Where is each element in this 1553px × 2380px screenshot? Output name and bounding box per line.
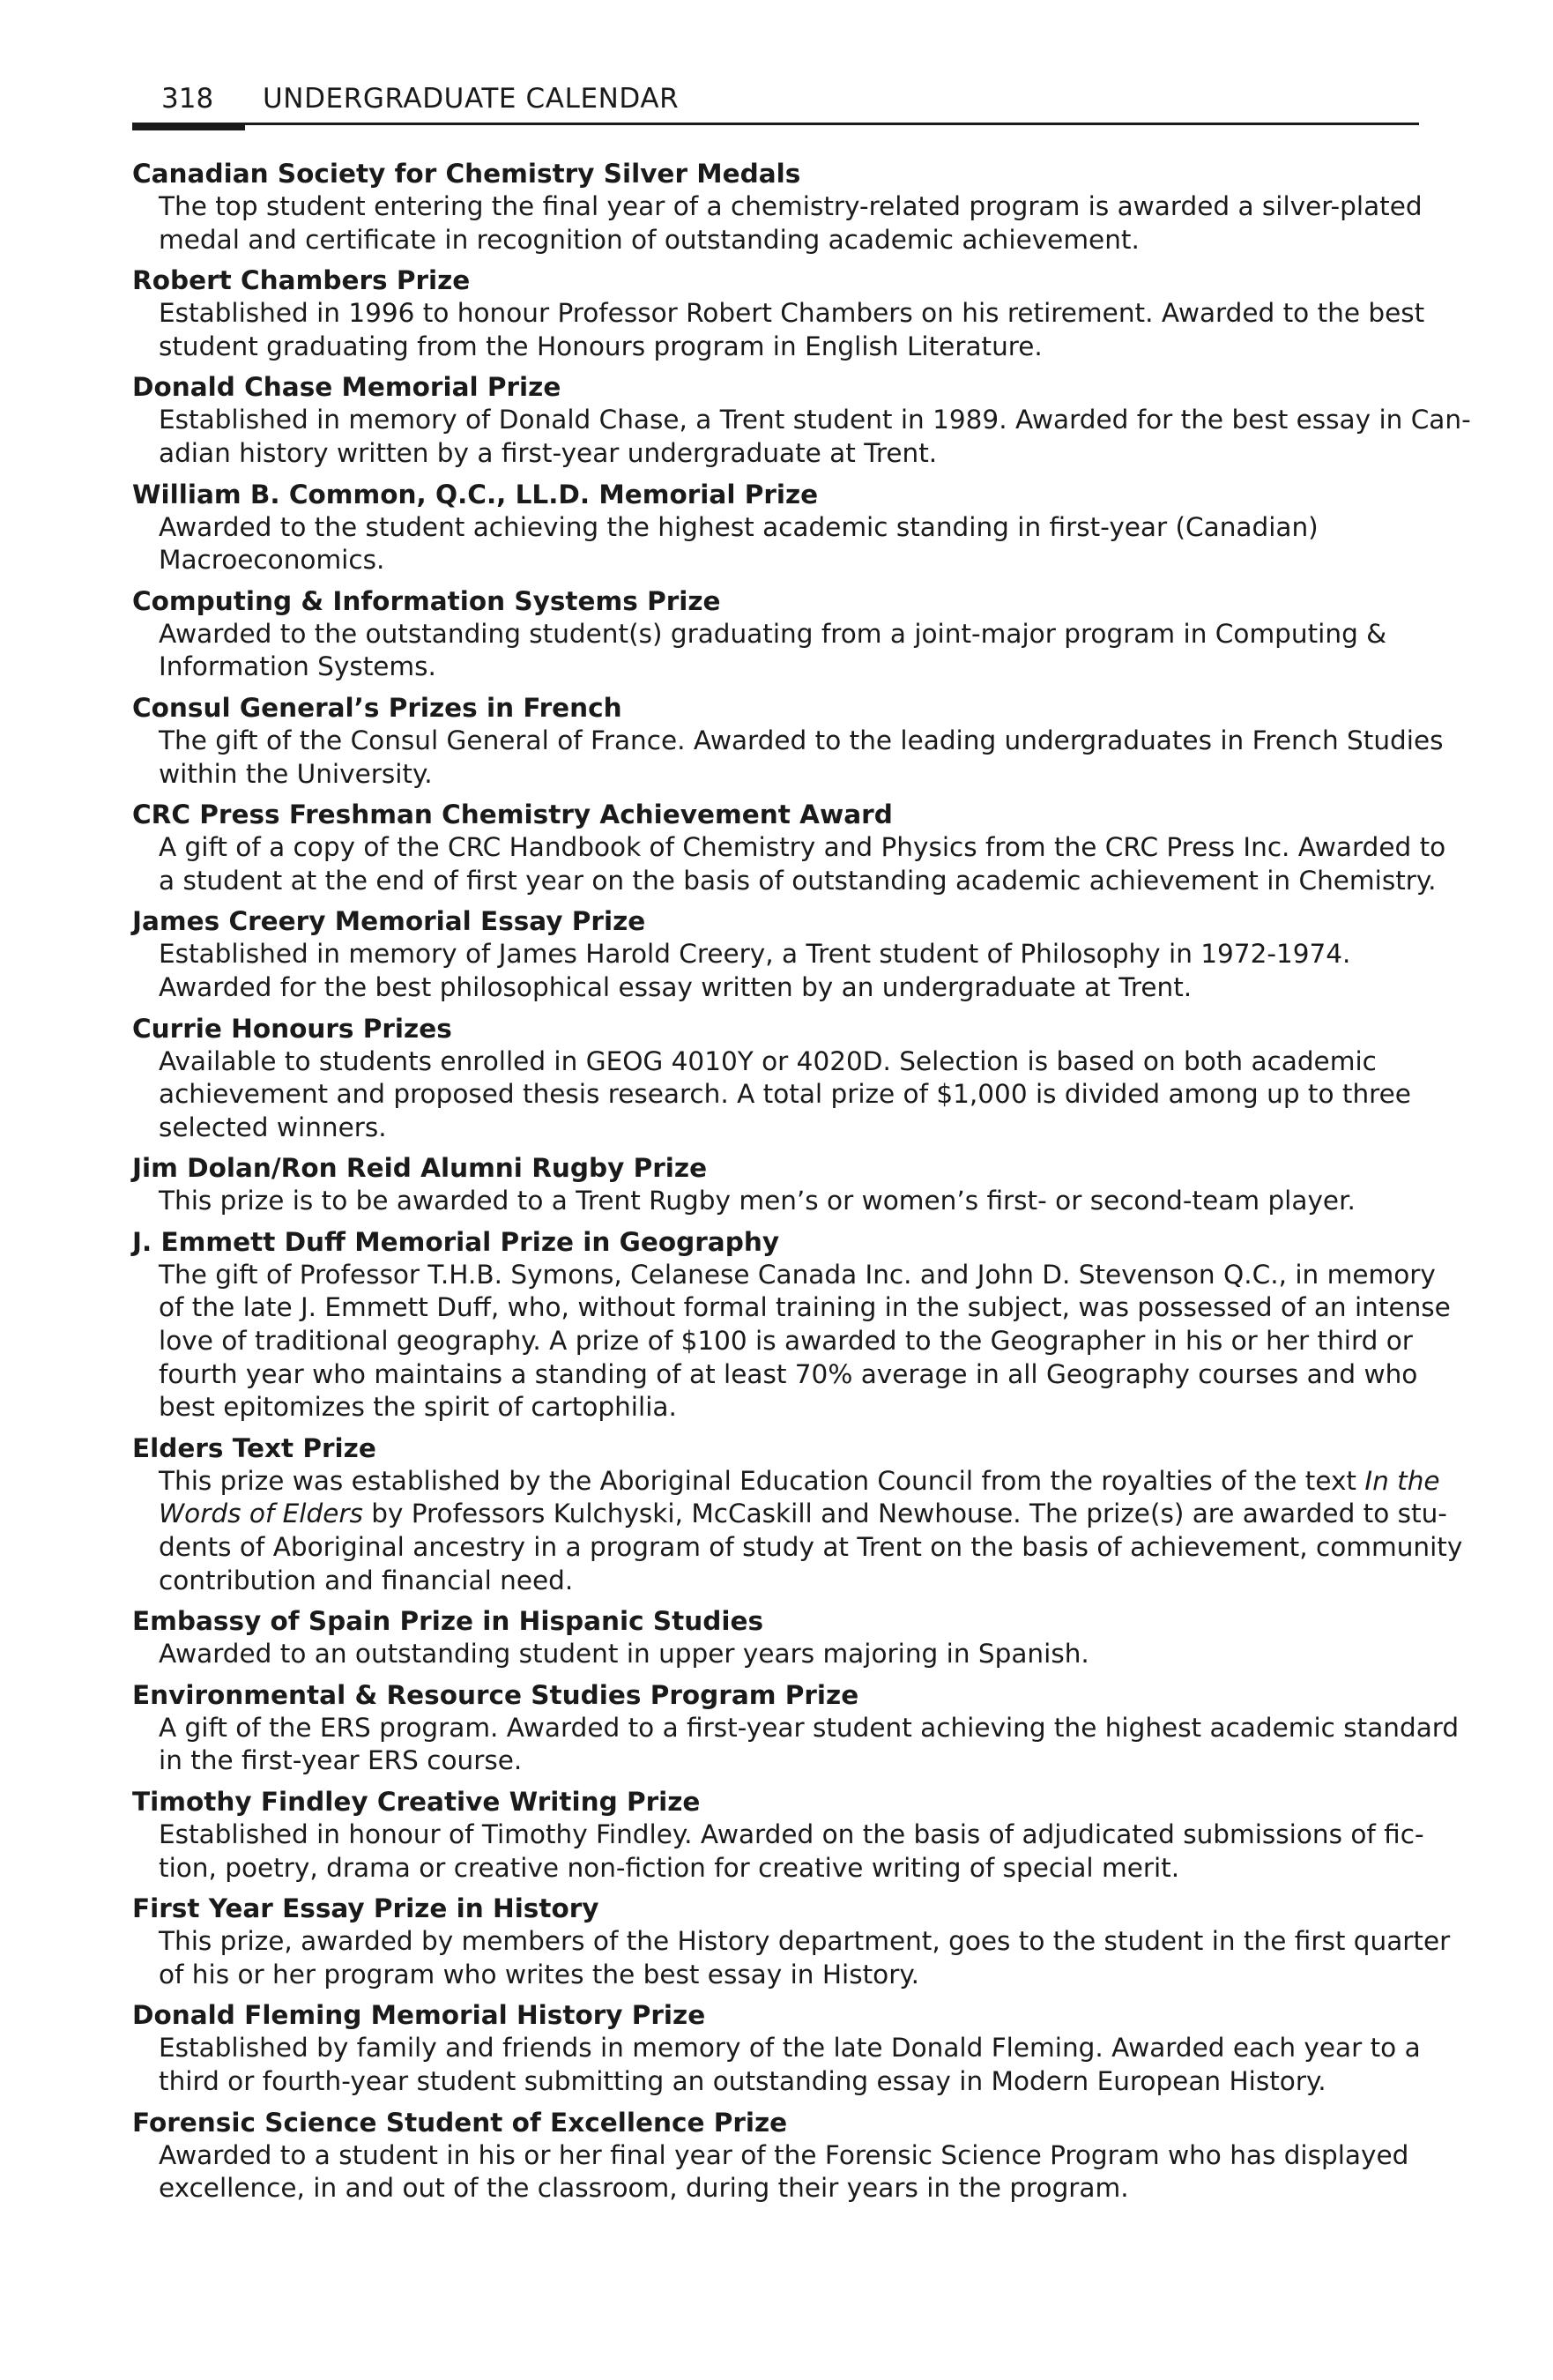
prize-entry: [132, 584, 1419, 684]
prize-title: J. Emmett Duff Memorial Prize in Geography: [132, 1226, 780, 1257]
description-line: Macroeconomics.: [159, 545, 385, 576]
description-line: selected winners.: [159, 1112, 387, 1142]
prize-title: Currie Honours Prizes: [132, 1013, 452, 1044]
prize-entry: [132, 264, 1425, 363]
description-line: Available to students enrolled in GEOG 4010Y or 4020D. Selection is based on both academic: [159, 1045, 1377, 1076]
prize-description: [132, 1818, 1424, 1885]
calendar-page: [132, 81, 1471, 2213]
description-line: Awarded to the student achieving the highest academic standing in first-year (Canadian): [159, 511, 1319, 542]
description-line: Awarded to an outstanding student in upper years majoring in Spanish.: [159, 1639, 1089, 1670]
prize-description: [132, 1045, 1419, 1145]
prize-title: Donald Fleming Memorial History Prize: [132, 2000, 706, 2031]
description-line: in the first-year ERS course.: [159, 1745, 523, 1776]
prize-entry: [132, 370, 1471, 470]
prize-title: Computing & Information Systems Prize: [132, 585, 721, 616]
description-line: The gift of the Consul General of France. Awarded to the leading undergraduates in French Studies: [159, 725, 1444, 755]
description-line: best epitomizes the spirit of cartophilia.: [159, 1392, 677, 1423]
description-line: This prize was established by the Aboriginal Education Council from the royalties of the text In the: [159, 1465, 1440, 1496]
italic-title-fragment: Words of Elders: [159, 1499, 363, 1529]
italic-title-fragment: In the: [1356, 1465, 1440, 1496]
description-line: A gift of the ERS program. Awarded to a first-year student achieving the highest academic standard: [159, 1712, 1460, 1743]
description-line: Awarded to a student in his or her final year of the Forensic Science Program who has displayed: [159, 2139, 1409, 2170]
description-line: of the late J. Emmett Duff, who, without formal training in the subject, was possessed of an intense: [159, 1292, 1451, 1323]
description-line: The top student entering the final year of a chemistry-related program is awarded a silver-plated: [159, 191, 1423, 221]
description-line: excellence, in and out of the classroom, during their years in the program.: [159, 2173, 1129, 2204]
prize-title: Elders Text Prize: [132, 1432, 376, 1463]
header-rule: [132, 123, 1419, 125]
prize-title: Embassy of Spain Prize in Hispanic Studies: [132, 1606, 764, 1637]
description-line: Established in honour of Timothy Findley. Awarded on the basis of adjudicated submissions of fic-: [159, 1819, 1424, 1849]
prize-description: [132, 1925, 1451, 1991]
prize-description: [132, 831, 1446, 897]
prize-entry: [132, 1785, 1424, 1885]
description-line: third or fourth-year student submitting an outstanding essay in Modern European History.: [159, 2065, 1326, 2096]
prize-description: [132, 938, 1419, 1004]
description-line: contribution and financial need.: [159, 1565, 574, 1595]
description-line: The gift of Professor T.H.B. Symons, Celanese Canada Inc. and John D. Stevenson Q.C., in memory: [159, 1259, 1436, 1290]
prize-description: [132, 1185, 1419, 1218]
description-line: Words of Elders by Professors Kulchyski, McCaskill and Newhouse. The prize(s) are awarded to stu-: [159, 1499, 1447, 1529]
description-line: medal and certificate in recognition of outstanding academic achievement.: [159, 224, 1140, 255]
prize-title: Robert Chambers Prize: [132, 265, 471, 296]
prize-entry: [132, 1012, 1419, 1145]
prize-entry: [132, 157, 1423, 257]
description-line: A gift of a copy of the CRC Handbook of Chemistry and Physics from the CRC Press Inc. Awarded to: [159, 832, 1446, 863]
description-line: This prize, awarded by members of the History department, goes to the student in the first quarter: [159, 1926, 1451, 1957]
prize-title: William B. Common, Q.C., LL.D. Memorial Prize: [132, 479, 819, 509]
prize-description: [132, 2139, 1419, 2205]
page-number: 318: [161, 83, 214, 115]
prize-title: Environmental & Resource Studies Program Prize: [132, 1679, 859, 1710]
description-line: Awarded for the best philosophical essay written by an undergraduate at Trent.: [159, 971, 1193, 1002]
description-line: Established in memory of Donald Chase, a Trent student in 1989. Awarded for the best essay in Can-: [159, 405, 1471, 435]
prize-title: Jim Dolan/Ron Reid Alumni Rugby Prize: [132, 1153, 708, 1184]
prize-description: [132, 297, 1425, 363]
description-line: Awarded to the outstanding student(s) graduating from a joint-major program in Computing &: [159, 618, 1387, 649]
prize-title: First Year Essay Prize in History: [132, 1893, 599, 1924]
prize-title: Forensic Science Student of Excellence Prize: [132, 2107, 788, 2138]
prize-entry: [132, 1432, 1463, 1597]
prize-description: [132, 725, 1444, 791]
description-line: Established by family and friends in memory of the late Donald Fleming. Awarded each year to a: [159, 2033, 1421, 2064]
prize-description: [132, 618, 1419, 684]
description-line: achievement and proposed thesis research. A total prize of $1,000 is divided among up to three: [159, 1079, 1411, 1110]
prize-title: CRC Press Freshman Chemistry Achievement Award: [132, 800, 893, 830]
description-line: dents of Aboriginal ancestry in a program of study at Trent on the basis of achievement, community: [159, 1532, 1463, 1563]
page-header: [132, 81, 1419, 123]
description-line: love of traditional geography. A prize of $100 is awarded to the Geographer in his or her third or: [159, 1326, 1413, 1357]
prize-entry: [132, 1678, 1460, 1778]
prize-title: Canadian Society for Chemistry Silver Medals: [132, 159, 801, 189]
prize-title: Consul General’s Prizes in French: [132, 692, 622, 723]
prize-description: [132, 1638, 1419, 1671]
description-line: Established in memory of James Harold Creery, a Trent student of Philosophy in 1972-1974.: [159, 939, 1351, 970]
prize-title: Timothy Findley Creative Writing Prize: [132, 1787, 701, 1817]
description-line: fourth year who maintains a standing of at least 70% average in all Geography courses and who: [159, 1358, 1418, 1389]
description-line: of his or her program who writes the best essay in History.: [159, 1959, 919, 1990]
prize-entry: [132, 1604, 1419, 1671]
description-line: within the University.: [159, 758, 433, 789]
prize-entry: [132, 1998, 1419, 2098]
description-line: Established in 1996 to honour Professor Robert Chambers on his retirement. Awarded to the best: [159, 298, 1425, 329]
prize-description: [132, 1712, 1460, 1778]
prize-entry: [132, 2106, 1419, 2205]
header-rule-accent: [132, 123, 245, 130]
prize-title: Donald Chase Memorial Prize: [132, 372, 561, 403]
prize-description: [132, 404, 1471, 470]
description-line: a student at the end of first year on the basis of outstanding academic achievement in Chemistry.: [159, 865, 1437, 896]
description-line: tion, poetry, drama or creative non-fiction for creative writing of special merit.: [159, 1852, 1180, 1883]
prize-entry: [132, 904, 1419, 1004]
prize-description: [132, 511, 1419, 577]
description-line: adian history written by a first-year undergraduate at Trent.: [159, 437, 938, 468]
prize-description: [132, 2032, 1419, 2098]
prize-list: [132, 157, 1471, 2205]
prize-entry: [132, 1892, 1451, 1991]
prize-title: James Creery Memorial Essay Prize: [132, 906, 646, 937]
prize-description: [132, 190, 1423, 257]
prize-description: [132, 1259, 1451, 1424]
description-line: This prize is to be awarded to a Trent Rugby men’s or women’s first- or second-team player.: [159, 1186, 1356, 1216]
prize-description: [132, 1465, 1463, 1597]
description-line: Information Systems.: [159, 651, 436, 682]
prize-entry: [132, 691, 1444, 791]
running-title: UNDERGRADUATE CALENDAR: [263, 83, 680, 115]
prize-entry: [132, 1151, 1419, 1218]
prize-entry: [132, 1225, 1451, 1424]
prize-entry: [132, 798, 1446, 897]
description-line: student graduating from the Honours program in English Literature.: [159, 331, 1043, 361]
prize-entry: [132, 478, 1419, 577]
